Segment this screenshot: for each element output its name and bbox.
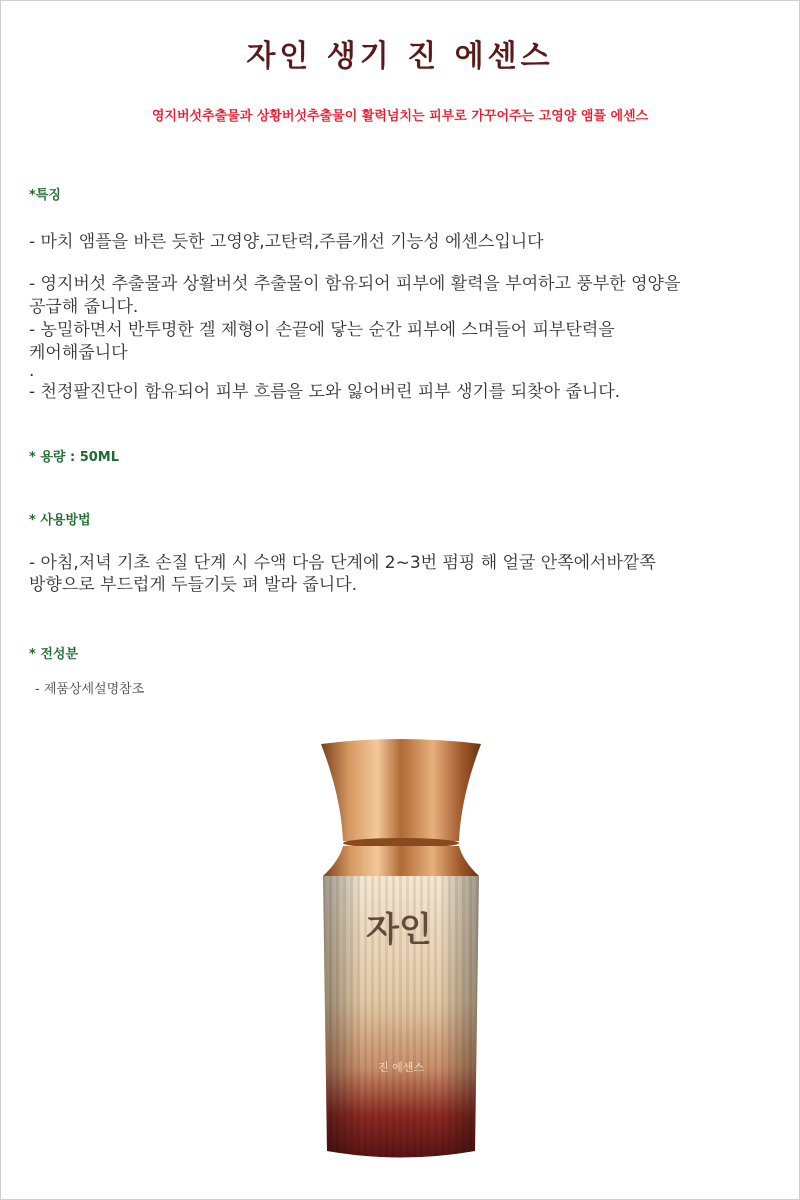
ingredients-text: - 제품상세설명참조 xyxy=(35,682,145,697)
feature-line-1: - 마치 앰플을 바른 듯한 고영양,고탄력,주름개선 기능성 에센스입니다 xyxy=(29,232,544,252)
usage-line-1: - 아침,저녁 기초 손질 단계 시 수액 다음 단계에 2~3번 펌핑 해 얼굴 안쪽에서바깥쪽 xyxy=(29,553,656,573)
capacity-heading: * 용량 : 50ML xyxy=(29,450,120,465)
usage-line-2: 방향으로 부드럽게 두들기듯 펴 발라 줍니다. xyxy=(29,575,358,595)
bottle-cap xyxy=(321,739,481,841)
bottle-brand-mark: 자인 xyxy=(366,910,432,950)
features-heading: *특징 xyxy=(29,188,61,203)
page-subtitle: 영지버섯추출물과 상황버섯추출물이 활력넘치는 피부로 가꾸어주는 고영양 앰플 에센스 xyxy=(151,109,649,124)
usage-heading: * 사용방법 xyxy=(29,513,91,528)
page-title: 자인 생기 진 에센스 xyxy=(246,39,554,74)
bottle-product-label: 진 에센스 xyxy=(377,1061,425,1074)
feature-line-6: . xyxy=(29,361,35,381)
feature-line-2: - 영지버섯 추출물과 상활버섯 추출물이 함유되어 피부에 활력을 부여하고 풍부한 영양을 xyxy=(29,274,681,294)
ingredients-heading: * 전성분 xyxy=(29,647,78,662)
bottle-shoulder xyxy=(323,846,479,876)
feature-line-3: 공급해 줍니다. xyxy=(29,297,139,317)
feature-line-4: - 농밀하면서 반투명한 겔 제형이 손끝에 닿는 순간 피부에 스며들어 피부탄력을 xyxy=(29,320,615,340)
feature-line-7: - 천정팔진단이 함유되어 피부 흐름을 도와 잃어버린 피부 생기를 되찾아 줍니다. xyxy=(29,382,621,402)
bottle-svg xyxy=(301,736,501,1168)
feature-line-5: 케어해줍니다 xyxy=(29,343,128,363)
product-bottle-image xyxy=(301,736,501,1168)
